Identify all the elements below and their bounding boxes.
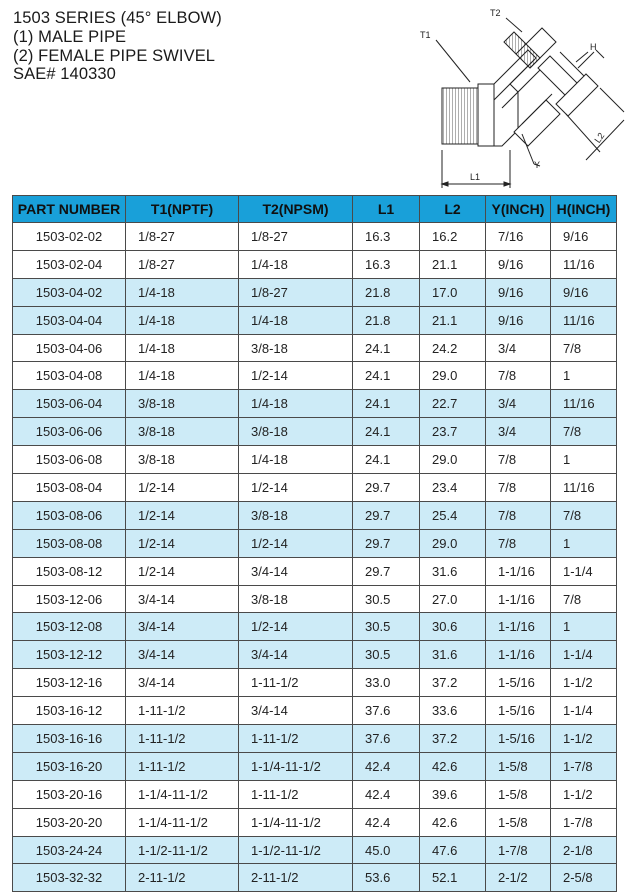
cell-t2: 1/8-27 [239,278,353,306]
cell-part: 1503-20-20 [13,808,126,836]
table-row [13,390,617,418]
cell-t2: 1-11-1/2 [239,725,353,753]
cell-t2: 1/2-14 [239,613,353,641]
cell-part: 1503-02-02 [13,223,126,251]
l2-dimension-line [586,120,624,160]
cell-t2: 3/8-18 [239,418,353,446]
cell-y: 3/4 [486,334,551,362]
cell-h: 9/16 [551,223,617,251]
cell-part: 1503-08-12 [13,557,126,585]
cell-y: 9/16 [486,306,551,334]
cell-t2: 1/4-18 [239,390,353,418]
cell-l1: 21.8 [353,306,420,334]
cell-t2: 3/8-18 [239,501,353,529]
cell-l1: 42.4 [353,752,420,780]
cell-l2: 31.6 [420,557,486,585]
cell-t2: 3/4-14 [239,697,353,725]
label-l1: L1 [470,172,481,182]
cell-t2: 1/2-14 [239,474,353,502]
col-part-number: PART NUMBER [13,196,126,223]
cell-l1: 24.1 [353,390,420,418]
cell-part: 1503-04-04 [13,306,126,334]
table-row [13,697,617,725]
table-row [13,808,617,836]
table-row [13,223,617,251]
cell-l1: 30.5 [353,613,420,641]
label-l2: L2 [592,130,607,145]
table-row [13,836,617,864]
cell-l1: 16.3 [353,250,420,278]
cell-part: 1503-04-06 [13,334,126,362]
cell-t1: 1-11-1/2 [126,725,239,753]
table-row [13,669,617,697]
label-t1: T1 [420,30,431,40]
table-row [13,418,617,446]
cell-y: 1-7/8 [486,836,551,864]
cell-t2: 3/8-18 [239,585,353,613]
table-row [13,780,617,808]
cell-y: 7/8 [486,362,551,390]
cell-l1: 29.7 [353,557,420,585]
table-row [13,529,617,557]
label-h: H [590,42,597,52]
cell-t2: 1-1/4-11-1/2 [239,808,353,836]
cell-h: 11/16 [551,306,617,334]
cell-t2: 1/4-18 [239,446,353,474]
cell-l1: 33.0 [353,669,420,697]
cell-y: 1-5/8 [486,808,551,836]
cell-t1: 1/4-18 [126,306,239,334]
cell-t2: 1-1/4-11-1/2 [239,752,353,780]
cell-t1: 1-11-1/2 [126,697,239,725]
cell-t1: 1-1/4-11-1/2 [126,808,239,836]
cell-l2: 52.1 [420,864,486,892]
cell-h: 2-5/8 [551,864,617,892]
cell-y: 7/8 [486,474,551,502]
cell-h: 7/8 [551,334,617,362]
table-row [13,474,617,502]
cell-part: 1503-06-06 [13,418,126,446]
cell-l2: 16.2 [420,223,486,251]
table-row [13,306,617,334]
table-row [13,864,617,892]
cell-y: 9/16 [486,250,551,278]
cell-t2: 3/4-14 [239,641,353,669]
cell-l2: 47.6 [420,836,486,864]
elbow-fitting-diagram [410,4,625,188]
cell-h: 1-7/8 [551,752,617,780]
cell-part: 1503-02-04 [13,250,126,278]
cell-t1: 1/2-14 [126,501,239,529]
cell-l1: 24.1 [353,362,420,390]
cell-l1: 30.5 [353,641,420,669]
cell-l2: 31.6 [420,641,486,669]
cell-h: 1-1/2 [551,669,617,697]
cell-l1: 45.0 [353,836,420,864]
cell-t2: 3/4-14 [239,557,353,585]
cell-t1: 2-11-1/2 [126,864,239,892]
cell-l2: 42.6 [420,808,486,836]
cell-t1: 3/4-14 [126,669,239,697]
cell-y: 7/8 [486,501,551,529]
cell-l2: 24.2 [420,334,486,362]
cell-l2: 29.0 [420,446,486,474]
cell-l2: 30.6 [420,613,486,641]
cell-t2: 1-1/2-11-1/2 [239,836,353,864]
cell-h: 1-1/4 [551,641,617,669]
cell-l2: 21.1 [420,250,486,278]
cell-y: 1-5/16 [486,725,551,753]
table-row [13,725,617,753]
cell-l1: 42.4 [353,780,420,808]
cell-l2: 39.6 [420,780,486,808]
end-1-description: (1) MALE PIPE [13,27,127,46]
table-row [13,250,617,278]
cell-l2: 22.7 [420,390,486,418]
cell-l1: 29.7 [353,529,420,557]
table-row [13,585,617,613]
cell-h: 1-1/4 [551,697,617,725]
cell-y: 1-5/16 [486,669,551,697]
table-row [13,641,617,669]
cell-l2: 21.1 [420,306,486,334]
cell-y: 1-1/16 [486,557,551,585]
cell-part: 1503-08-08 [13,529,126,557]
cell-y: 9/16 [486,278,551,306]
cell-h: 1 [551,613,617,641]
col-t1: T1(NPTF) [126,196,239,223]
cell-t1: 1/2-14 [126,529,239,557]
table-body [13,223,617,892]
cell-t1: 1/4-18 [126,278,239,306]
cell-l2: 37.2 [420,669,486,697]
cell-t2: 1/2-14 [239,362,353,390]
table-row [13,613,617,641]
cell-part: 1503-12-06 [13,585,126,613]
cell-part: 1503-08-04 [13,474,126,502]
table-row [13,362,617,390]
cell-l1: 24.1 [353,446,420,474]
cell-part: 1503-12-12 [13,641,126,669]
cell-h: 1 [551,362,617,390]
cell-h: 1-1/2 [551,780,617,808]
cell-h: 1-1/2 [551,725,617,753]
cell-h: 7/8 [551,585,617,613]
cell-t1: 3/8-18 [126,390,239,418]
cell-l1: 21.8 [353,278,420,306]
cell-l2: 42.6 [420,752,486,780]
cell-y: 1-1/16 [486,613,551,641]
cell-part: 1503-24-24 [13,836,126,864]
cell-h: 1-1/4 [551,557,617,585]
col-h: H(INCH) [551,196,617,223]
table-header-row [13,196,617,223]
cell-t2: 1/4-18 [239,250,353,278]
cell-l1: 29.7 [353,501,420,529]
series-title: 1503 SERIES (45° ELBOW) [13,9,222,27]
cell-part: 1503-20-16 [13,780,126,808]
cell-h: 1 [551,446,617,474]
cell-part: 1503-32-32 [13,864,126,892]
cell-t1: 1/8-27 [126,223,239,251]
cell-y: 7/8 [486,529,551,557]
cell-part: 1503-08-06 [13,501,126,529]
cell-t1: 1/2-14 [126,474,239,502]
cell-h: 7/8 [551,418,617,446]
cell-part: 1503-16-12 [13,697,126,725]
cell-l2: 33.6 [420,697,486,725]
cell-part: 1503-16-16 [13,725,126,753]
cell-h: 7/8 [551,501,617,529]
cell-h: 1-7/8 [551,808,617,836]
cell-y: 1-5/8 [486,780,551,808]
cell-part: 1503-06-04 [13,390,126,418]
cell-t1: 1-1/4-11-1/2 [126,780,239,808]
cell-l2: 25.4 [420,501,486,529]
cell-l1: 29.7 [353,474,420,502]
cell-part: 1503-06-08 [13,446,126,474]
table-row [13,278,617,306]
cell-t1: 3/4-14 [126,613,239,641]
table-row [13,752,617,780]
cell-l2: 29.0 [420,529,486,557]
label-y: Y [534,160,541,170]
cell-h: 11/16 [551,250,617,278]
cell-y: 1-5/16 [486,697,551,725]
cell-l2: 37.2 [420,725,486,753]
cell-l2: 17.0 [420,278,486,306]
cell-part: 1503-12-16 [13,669,126,697]
cell-y: 1-1/16 [486,585,551,613]
cell-t2: 1-11-1/2 [239,780,353,808]
cell-y: 7/16 [486,223,551,251]
table-row [13,334,617,362]
col-l2: L2 [420,196,486,223]
cell-l1: 37.6 [353,697,420,725]
cell-t1: 3/4-14 [126,585,239,613]
cell-h: 9/16 [551,278,617,306]
cell-l1: 37.6 [353,725,420,753]
table-row [13,557,617,585]
cell-l2: 27.0 [420,585,486,613]
end-2-description: (2) FEMALE PIPE SWIVEL [13,46,216,65]
title-block [13,9,313,84]
cell-t2: 3/8-18 [239,334,353,362]
cell-t1: 1/8-27 [126,250,239,278]
cell-part: 1503-12-08 [13,613,126,641]
cell-t2: 1-11-1/2 [239,669,353,697]
cell-y: 3/4 [486,390,551,418]
cell-t1: 1-1/2-11-1/2 [126,836,239,864]
sae-number: SAE# 140330 [13,65,116,84]
cell-t1: 3/4-14 [126,641,239,669]
cell-l1: 42.4 [353,808,420,836]
label-t2: T2 [490,8,501,18]
col-l1: L1 [353,196,420,223]
cell-part: 1503-04-02 [13,278,126,306]
cell-l1: 24.1 [353,334,420,362]
cell-t2: 1/2-14 [239,529,353,557]
cell-t1: 1/4-18 [126,334,239,362]
cell-part: 1503-04-08 [13,362,126,390]
cell-h: 11/16 [551,390,617,418]
cell-h: 1 [551,529,617,557]
cell-y: 7/8 [486,446,551,474]
cell-y: 1-1/16 [486,641,551,669]
cell-t1: 3/8-18 [126,446,239,474]
cell-l1: 24.1 [353,418,420,446]
cell-h: 11/16 [551,474,617,502]
cell-t2: 1/8-27 [239,223,353,251]
cell-t2: 2-11-1/2 [239,864,353,892]
male-pipe-thread [442,88,478,144]
cell-t2: 1/4-18 [239,306,353,334]
cell-h: 2-1/8 [551,836,617,864]
table-row [13,501,617,529]
cell-y: 2-1/2 [486,864,551,892]
cell-l2: 23.4 [420,474,486,502]
cell-y: 1-5/8 [486,752,551,780]
cell-l1: 53.6 [353,864,420,892]
cell-y: 3/4 [486,418,551,446]
cell-l1: 30.5 [353,585,420,613]
cell-l2: 23.7 [420,418,486,446]
col-y: Y(INCH) [486,196,551,223]
cell-part: 1503-16-20 [13,752,126,780]
table-row [13,446,617,474]
cell-t1: 1-11-1/2 [126,752,239,780]
cell-l1: 16.3 [353,223,420,251]
cell-t1: 1/2-14 [126,557,239,585]
cell-t1: 1/4-18 [126,362,239,390]
cell-t1: 3/8-18 [126,418,239,446]
col-t2: T2(NPSM) [239,196,353,223]
spec-table [12,195,617,892]
cell-l2: 29.0 [420,362,486,390]
